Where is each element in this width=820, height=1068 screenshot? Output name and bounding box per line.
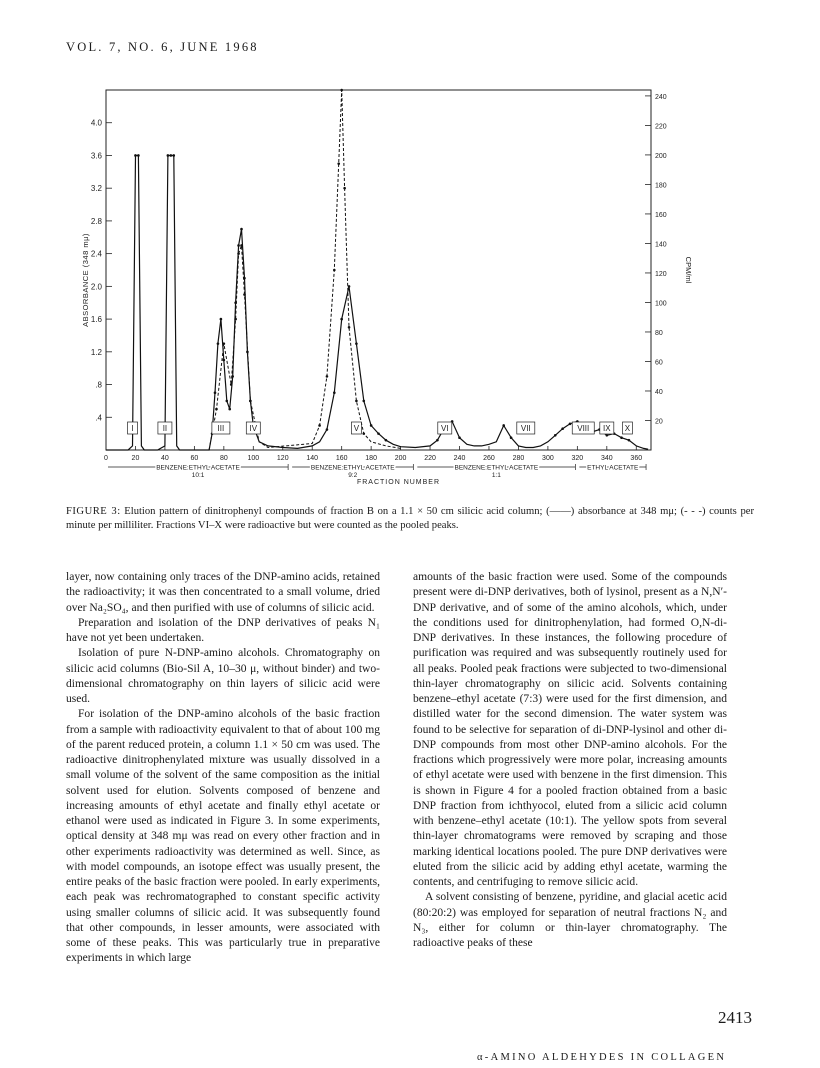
y2-tick-label: 180 <box>655 182 667 190</box>
y-tick-label: 2.0 <box>90 282 102 292</box>
x-tick-label: 120 <box>276 455 289 462</box>
absorbance-point <box>172 154 175 157</box>
absorbance-point <box>628 439 631 442</box>
x-tick-label: 280 <box>512 455 525 462</box>
cpm-point <box>243 293 246 296</box>
cpm-point <box>326 375 329 378</box>
absorbance-point <box>554 434 557 437</box>
figure-caption-text: Elution pattern of dinitrophenyl compounds of fraction B on a 1.1 × 50 cm silicic acid column; (——) absorbance at 348 mμ; (- - -) counts per minute per milliliter. Fractions VI–X were radioactive but were counted as the pooled peaks. <box>66 506 754 531</box>
y-tick-label: .4 <box>95 413 102 423</box>
y-tick-label: 4.0 <box>90 118 102 128</box>
absorbance-point <box>362 400 365 403</box>
y-tick-label: 3.6 <box>90 151 102 161</box>
absorbance-point <box>606 434 609 437</box>
absorbance-point <box>569 423 572 426</box>
x-tick-label: 360 <box>630 455 643 462</box>
cpm-point <box>343 187 346 190</box>
left-column <box>66 570 380 967</box>
x-tick-label: 0 <box>104 455 108 462</box>
y-axis-title: ABSORBANCE (348 mμ) <box>81 233 90 327</box>
y-tick-label: 1.2 <box>90 347 102 357</box>
peak-label: II <box>162 424 168 433</box>
cpm-point <box>215 408 218 411</box>
x-tick-label: 40 <box>161 455 169 462</box>
plot-frame <box>106 90 651 450</box>
solvent-label: ETHYL ACETATE <box>587 464 639 472</box>
y2-tick-label: 20 <box>655 418 663 426</box>
absorbance-point <box>137 154 140 157</box>
solvent-label: BENZENE:ETHYL ACETATE <box>156 464 240 472</box>
y2-tick-label: 160 <box>655 211 667 219</box>
left-paragraph-3: Isolation of pure N-DNP-amino alcohols. Chromatography on silicic acid columns (Bio-Sil A, 10–30 μ, without binder) and two-dimensional chromatography on thin layers of silicic acid were used. <box>66 647 380 705</box>
left-paragraph-2: Preparation and isolation of the DNP derivatives of peaks N₁ have not yet been undertaken. <box>66 616 380 644</box>
elution-chart-svg <box>66 80 706 500</box>
y-tick-label: 2.8 <box>90 216 102 226</box>
solvent-label: BENZENE:ETHYL ACETATE <box>310 464 395 472</box>
y2-tick-label: 40 <box>655 388 663 396</box>
x-tick-label: 240 <box>453 455 466 462</box>
x-tick-label: 220 <box>424 455 436 462</box>
cpm-point <box>355 400 358 403</box>
y-tick-label: 2.4 <box>90 249 102 259</box>
absorbance-point <box>170 154 173 157</box>
cpm-point <box>223 342 226 345</box>
y2-tick-label: 100 <box>655 300 667 308</box>
cpm-point <box>249 400 252 403</box>
solvent-ratio: 10:1 <box>191 472 205 479</box>
x-tick-label: 180 <box>365 455 377 462</box>
y2-tick-label: 240 <box>655 93 667 101</box>
right-column <box>413 570 727 951</box>
y2-tick-label: 220 <box>655 123 667 131</box>
left-paragraph-1: layer, now containing only traces of the DNP-amino acids, retained the radioactivity; it was then concentrated to a small volume, dried over Na₂SO₄, and then purified with use of columns of silicic acid. <box>66 571 380 614</box>
peak-label: IV <box>249 424 258 433</box>
page-number: 2413 <box>718 1008 752 1027</box>
absorbance-point <box>167 154 170 157</box>
cpm-point <box>230 383 233 386</box>
x-tick-label: 320 <box>571 455 584 462</box>
absorbance-point <box>502 424 505 427</box>
absorbance-point <box>561 427 564 430</box>
peak-label: X <box>624 424 631 433</box>
cpm-point <box>333 269 336 272</box>
peak-label: V <box>353 424 360 433</box>
absorbance-point <box>436 439 439 442</box>
cpm-point <box>337 162 340 165</box>
running-title: α-AMINO ALDEHYDES IN COLLAGEN <box>477 1052 727 1063</box>
absorbance-point <box>223 359 226 362</box>
x-axis-title: FRACTION NUMBER <box>356 479 441 486</box>
peak-label: I <box>131 424 134 433</box>
y2-tick-label: 60 <box>655 359 663 367</box>
x-tick-label: 160 <box>335 455 348 462</box>
absorbance-point <box>237 244 240 247</box>
cpm-point <box>234 318 237 321</box>
peak-label: VII <box>520 424 531 433</box>
y2-tick-label: 140 <box>655 241 667 249</box>
x-tick-label: 340 <box>600 455 613 462</box>
figure-caption-label: FIGURE 3: <box>66 506 121 517</box>
peak-label: III <box>217 424 225 433</box>
cpm-point <box>340 89 343 92</box>
absorbance-series-line <box>106 156 648 451</box>
y2-tick-label: 120 <box>655 270 667 278</box>
x-tick-label: 60 <box>190 455 199 462</box>
journal-header: VOL. 7, NO. 6, JUNE 1968 <box>66 40 259 54</box>
x-tick-label: 100 <box>247 455 260 462</box>
peak-label: VIII <box>577 424 590 433</box>
cpm-point <box>240 244 243 247</box>
absorbance-point <box>355 342 358 345</box>
absorbance-point <box>510 436 513 439</box>
y2-tick-label: 80 <box>655 329 663 337</box>
y2-axis-title: CPM/ml <box>684 256 693 284</box>
y-tick-label: 1.6 <box>90 315 102 325</box>
cpm-point <box>348 326 351 329</box>
x-tick-label: 140 <box>306 455 319 462</box>
solvent-label: BENZENE:ETHYL ACETATE <box>454 464 539 472</box>
absorbance-point <box>340 318 343 321</box>
absorbance-point <box>240 228 243 231</box>
absorbance-point <box>370 424 373 427</box>
absorbance-point <box>228 408 231 411</box>
absorbance-point <box>377 432 380 435</box>
absorbance-point <box>458 436 461 439</box>
figure-caption <box>66 505 754 533</box>
peak-label: VI <box>441 424 449 433</box>
absorbance-point <box>620 436 623 439</box>
absorbance-point <box>214 391 217 394</box>
cpm-point <box>318 424 321 427</box>
right-paragraph-1: amounts of the basic fraction were used. Some of the compounds present were di-DNP derivatives, both of lysinol, present as a N,N′-DNP derivative, and of some of the amino alcohols, which, under the conditions used for dinitrophenylation, had formed O,N-di-DNP derivatives. In these instances, the following procedure of purification was required and was subsequently routinely used for all peaks. Pooled peak fractions were subjected to two-dimensional thin-layer chromatography on silicic acid. Solvents containing benzene–ethyl acetate (7:3) were used for the first dimension, and distilled water for the second dimension. The water system was found to be selective for separation of di-DNP-lysinol and other di-DNP compounds from most other DNP-amino alcohols. For the fractions which progressively were more polar, increasing amounts of ethyl acetate were used with benzene in the first dimension. This is shown in Figure 4 for a pooled fraction obtained from a basic DNP fraction from ichthyocol, eluted from a silicic acid column with benzene–ethyl acetate (10:1). The yellow spots from several thin-layer chromatograms were removed by scraping and those marking identical locations pooled. The pure DNP derivatives were eluted from the silicic acid by adding ethyl acetate, warming the contents, and centrifuging to remove silicic acid. <box>413 571 727 888</box>
absorbance-point <box>333 391 336 394</box>
absorbance-point <box>217 342 220 345</box>
x-tick-label: 300 <box>542 455 554 462</box>
absorbance-point <box>220 318 223 321</box>
solvent-ratio: 1:1 <box>491 472 501 479</box>
x-tick-label: 260 <box>483 455 495 462</box>
cpm-point <box>237 252 240 255</box>
elution-chart <box>66 80 706 500</box>
absorbance-point <box>225 400 228 403</box>
solvent-ratio: 9:2 <box>348 472 358 479</box>
absorbance-point <box>134 154 137 157</box>
right-paragraph-2: A solvent consisting of benzene, pyridine, and glacial acetic acid (80:20:2) was employed for separation of neutral fractions N₂ and N₃, either for column or thin-layer chromatography. The radioactive peaks of these <box>413 891 727 949</box>
x-tick-label: 20 <box>131 455 140 462</box>
x-tick-label: 200 <box>394 455 407 462</box>
left-paragraph-4: For isolation of the DNP-amino alcohols of the basic fraction from a sample with radioactivity equivalent to that of about 100 mg of the parent reduced protein, a column 1.1 × 50 cm was used. The radioactive dinitrophenylated mixture was usually dissolved in a small volume of the solvent of the same composition as the initial solvent used for elution. Solvents composed of benzene and increasing amounts of ethyl acetate and finally ethyl acetate or ethanol were used as indicated in Figure 3. In some experiments, optical density at 348 mμ was read on every other fraction and in other experiments radioactivity was determined as well. Since, as with model compounds, an isotope effect was usually present, the entire peaks of the basic fraction were pooled. In early experiments, each peak was rechromatographed to constant specific activity using smaller columns of silicic acid. It was subsequently found that other compounds, in lesser amounts, were associated with some of these peaks. This was particularly true in preparative experiments in which large <box>66 708 380 965</box>
absorbance-point <box>385 439 388 442</box>
y2-tick-label: 200 <box>655 152 667 160</box>
x-tick-label: 80 <box>219 455 228 462</box>
y-tick-label: .8 <box>95 380 102 390</box>
peak-label: IX <box>603 424 611 433</box>
y-tick-label: 3.2 <box>90 184 102 194</box>
cpm-point <box>362 432 365 435</box>
absorbance-point <box>326 428 329 431</box>
